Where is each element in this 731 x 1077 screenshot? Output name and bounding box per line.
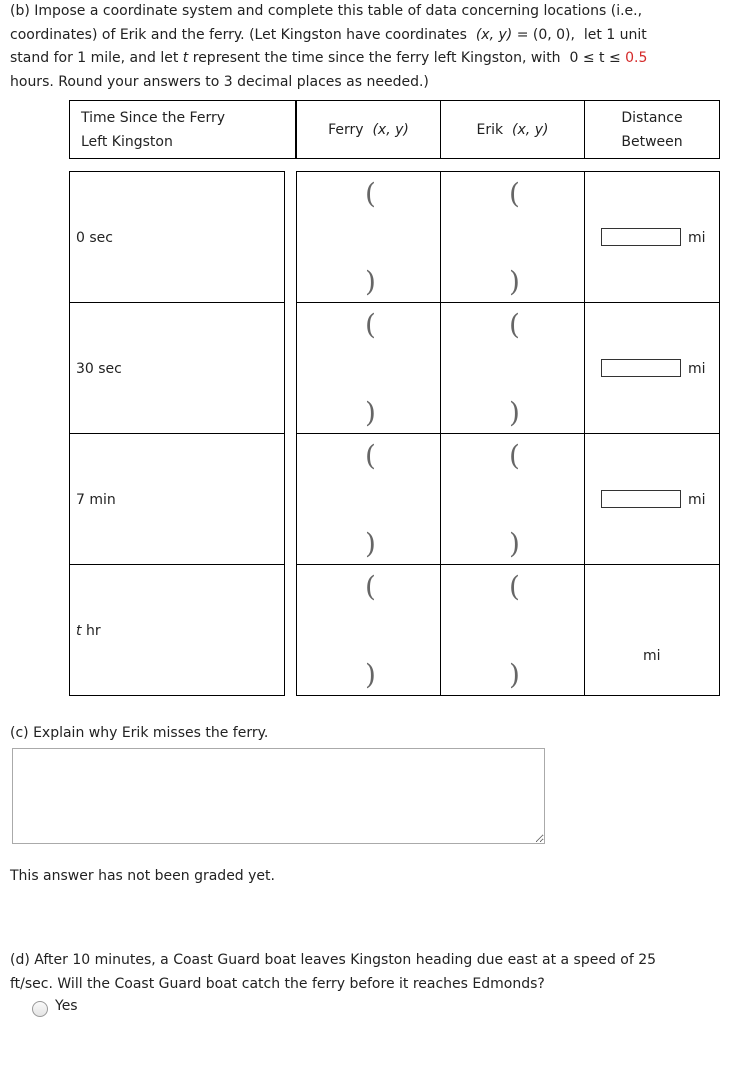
time-label: t hr [76, 623, 101, 639]
header-ferry-cell: Ferry (x, y) [297, 101, 441, 159]
time-label: 0 sec [76, 230, 113, 246]
coord-xy: (x, y) [475, 26, 513, 43]
table-row [297, 565, 720, 696]
part-d-line-2: ft/sec. Will the Coast Guard boat catch the ferry before it reaches Edmonds? [10, 975, 545, 992]
table-row [297, 303, 720, 434]
unit-label: mi [643, 648, 661, 664]
header-coords-table [296, 100, 720, 159]
distance-cell[interactable] [585, 565, 720, 696]
part-b-line-3: stand for 1 mile, and let t represent the time since the ferry left Kingston, with 0 ≤ t ≤ 0.5 [10, 50, 648, 66]
time-label: 30 sec [76, 361, 122, 377]
explanation-textarea[interactable] [12, 748, 545, 844]
part-b-line-4: hours. Round your answers to 3 decimal places as needed.) [10, 73, 429, 90]
part-b-line-2: coordinates) of Erik and the ferry. (Let Kingston have coordinates (x, y) = (0, 0), let 1 unit [10, 26, 647, 43]
part-c-question: (c) Explain why Erik misses the ferry. [10, 725, 269, 741]
part-b-line-1: (b) Impose a coordinate system and complete this table of data concerning locations (i.e., [10, 3, 643, 19]
erik-coord-cell[interactable]: ( ) [441, 172, 585, 303]
distance-input[interactable] [601, 359, 681, 377]
part-b-text [10, 0, 710, 94]
ferry-coord-cell[interactable]: ( ) [297, 434, 441, 565]
time-cell [70, 303, 285, 434]
ferry-coord-cell[interactable]: ( ) [297, 172, 441, 303]
coords-table [296, 171, 720, 696]
distance-input[interactable] [601, 490, 681, 508]
unit-label: mi [688, 361, 706, 377]
yes-radio[interactable] [32, 1001, 48, 1017]
grading-status: This answer has not been graded yet. [10, 868, 275, 884]
part-d-question [10, 949, 710, 996]
time-cell [70, 172, 285, 303]
distance-cell [585, 303, 720, 434]
time-cell [70, 434, 285, 565]
time-cell [70, 565, 285, 696]
ferry-coord-cell[interactable]: ( ) [297, 303, 441, 434]
time-label: 7 min [76, 492, 116, 508]
header-distance-cell: Distance Between [585, 101, 720, 159]
table-row [297, 434, 720, 565]
distance-cell [585, 434, 720, 565]
erik-coord-cell[interactable]: ( ) [441, 434, 585, 565]
ferry-coord-cell[interactable]: ( ) [297, 565, 441, 696]
table-row [297, 172, 720, 303]
time-column-table [69, 171, 285, 696]
header-time-cell: Time Since the Ferry Left Kingston [70, 101, 296, 159]
part-d-line-1: (d) After 10 minutes, a Coast Guard boat leaves Kingston heading due east at a speed of 25 [10, 952, 657, 968]
erik-coord-cell[interactable]: ( ) [441, 565, 585, 696]
distance-input[interactable] [601, 228, 681, 246]
yes-label[interactable]: Yes [55, 998, 78, 1014]
distance-cell [585, 172, 720, 303]
unit-label: mi [688, 230, 706, 246]
header-erik-cell: Erik (x, y) [441, 101, 585, 159]
header-time-table [69, 100, 296, 159]
t-max-value: 0.5 [625, 50, 648, 66]
erik-coord-cell[interactable]: ( ) [441, 303, 585, 434]
unit-label: mi [688, 492, 706, 508]
